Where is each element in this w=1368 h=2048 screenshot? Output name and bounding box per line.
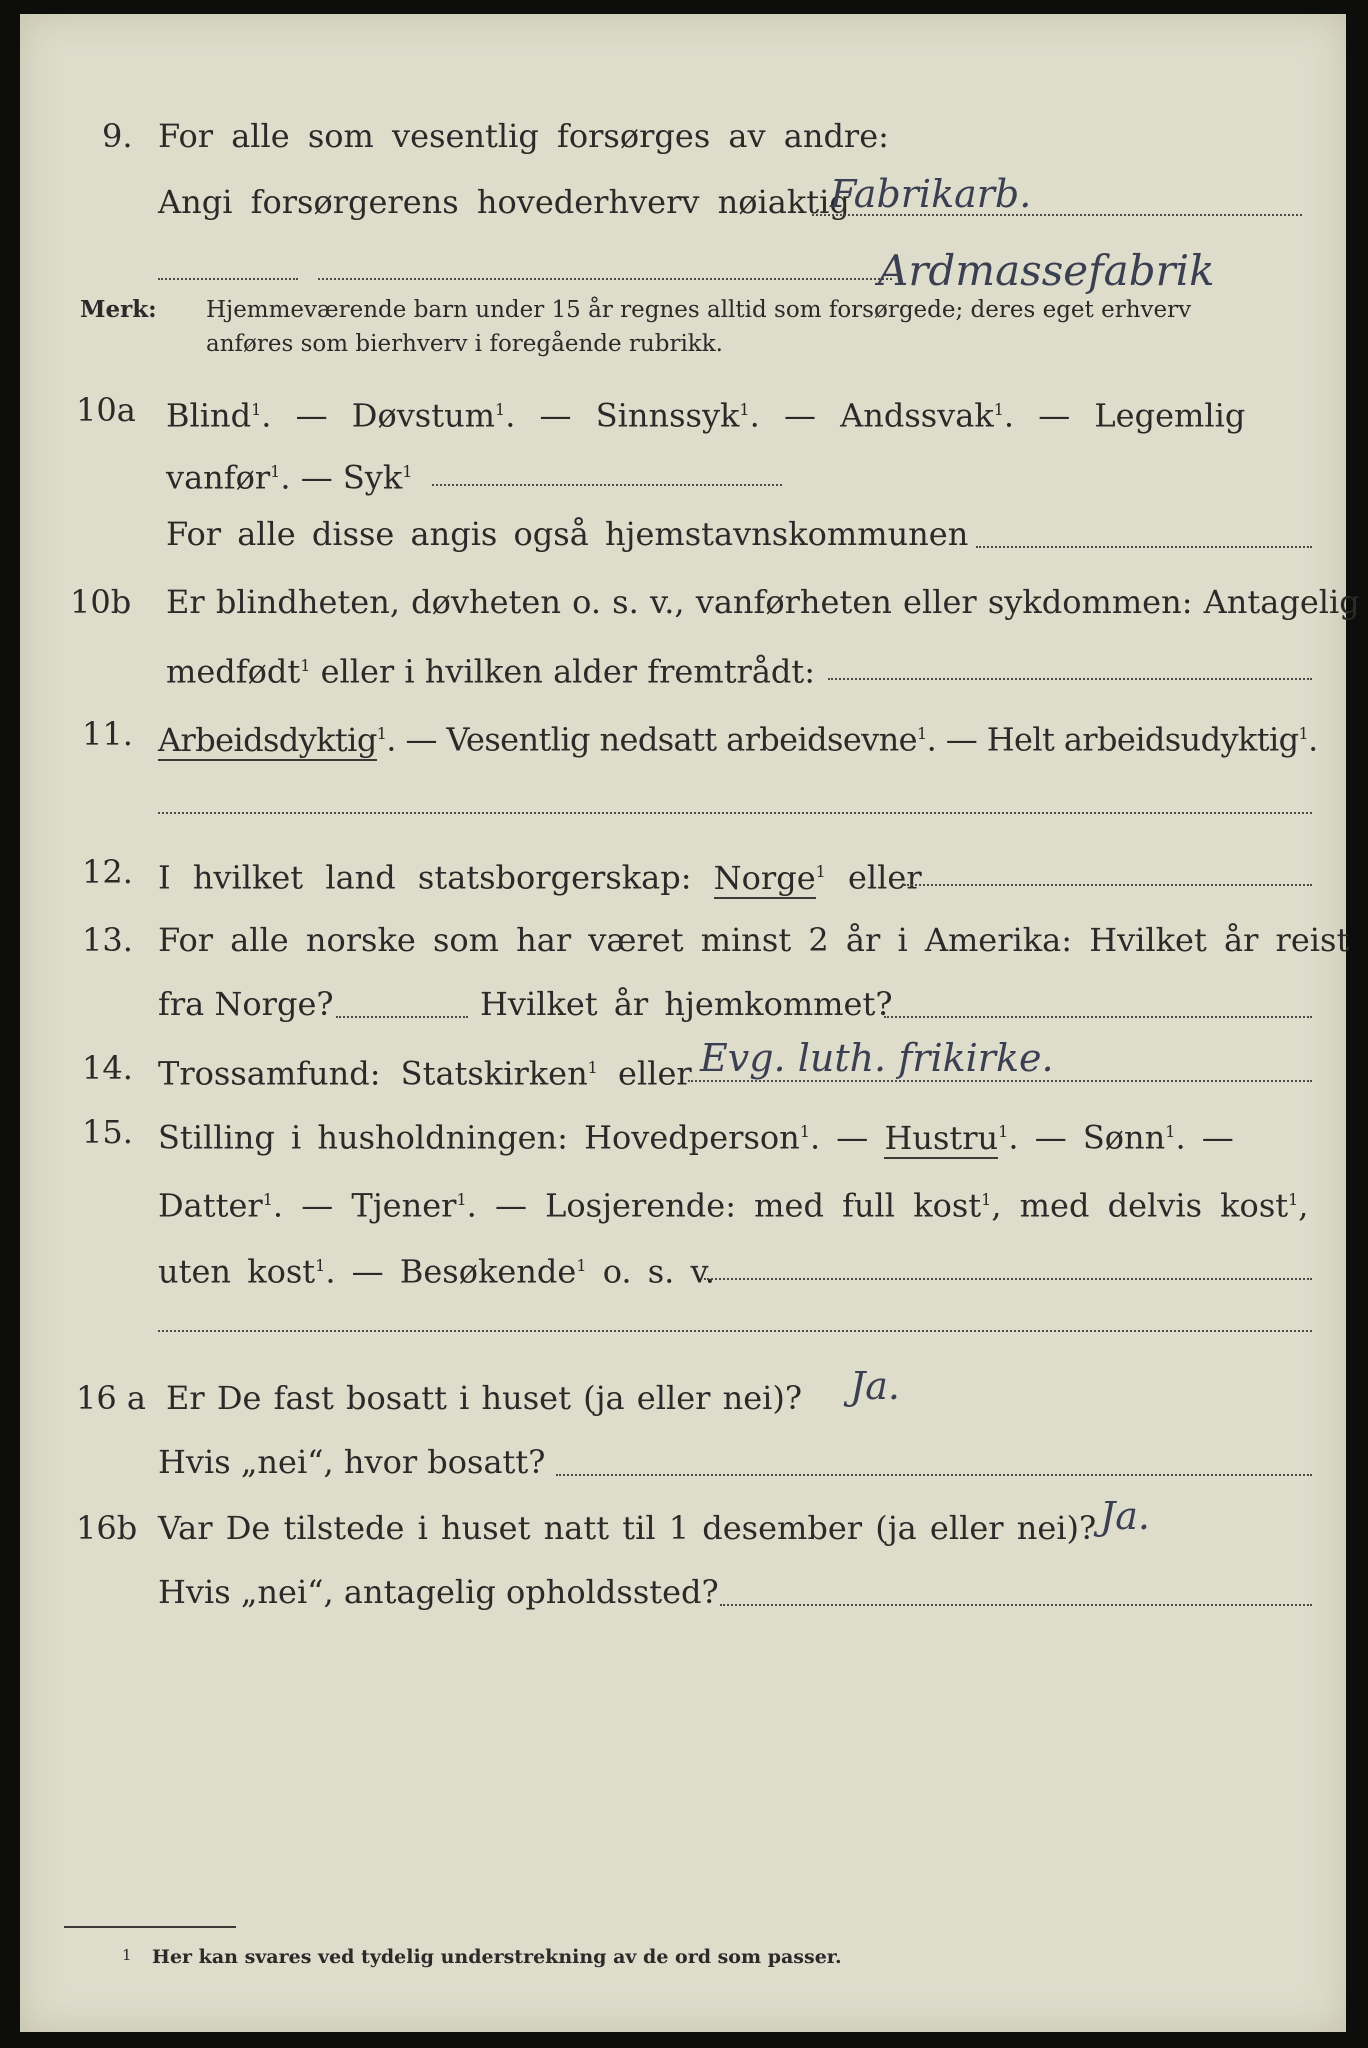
q11-end: . bbox=[1308, 720, 1318, 759]
q15-delvis-kost: , med delvis kost bbox=[991, 1186, 1289, 1225]
footnote-ref: 1 bbox=[495, 400, 506, 419]
q13-hjemkommet-dots bbox=[884, 1016, 1312, 1018]
footnote-ref: 1 bbox=[376, 724, 387, 743]
footnote-rule bbox=[64, 1926, 236, 1928]
q15-uten-kost: uten kost bbox=[158, 1252, 316, 1291]
footnote-ref: 1 bbox=[587, 1058, 598, 1077]
q10b-line1: Er blindheten, døvheten o. s. v., vanførheten eller sykdommen: Antagelig bbox=[166, 583, 1360, 621]
q16a-dots bbox=[556, 1474, 1312, 1476]
q15-full-kost: . — Losjerende: med full kost bbox=[466, 1186, 982, 1225]
q15-line2 bbox=[158, 1180, 1308, 1226]
q13-line1: For alle norske som har været minst 2 år i Amerika: Hvilket år reist bbox=[158, 921, 1350, 959]
q14-dots bbox=[688, 1080, 1312, 1082]
q15-line3 bbox=[158, 1246, 715, 1292]
q14-line bbox=[158, 1048, 692, 1094]
q10a-syk: . — Syk bbox=[280, 458, 403, 497]
q12-line bbox=[158, 852, 922, 898]
q9-line2: Angi forsørgerens hovederhverv nøiaktig bbox=[158, 183, 850, 221]
footnote-ref: 1 bbox=[1288, 1190, 1299, 1209]
q16b-line2: Hvis „nei“, antagelig opholdssted? bbox=[158, 1573, 719, 1611]
q12-eller: eller bbox=[825, 858, 922, 897]
q10a-dovstum: . — Døvstum bbox=[261, 396, 496, 435]
q16a-number: 16 a bbox=[76, 1379, 146, 1417]
q9-blank-dots-b bbox=[318, 278, 892, 280]
q10a-line2 bbox=[166, 452, 412, 498]
q16b-line1: Var De tilstede i huset natt til 1 desember (ja eller nei)? bbox=[158, 1509, 1097, 1547]
q16b-dots bbox=[720, 1604, 1312, 1606]
merk-line1: Hjemmeværende barn under 15 år regnes alltid som forsørgede; deres eget erhverv bbox=[206, 297, 1192, 323]
q15-osv: o. s. v. bbox=[586, 1252, 715, 1291]
footnote-ref: 1 bbox=[799, 1122, 810, 1141]
footnote-ref: 1 bbox=[1298, 724, 1309, 743]
q16b-answer-handwritten: Ja. bbox=[1100, 1494, 1150, 1538]
q16a-line1: Er De fast bosatt i huset (ja eller nei)? bbox=[166, 1379, 803, 1417]
q15-besokende: . — Besøkende bbox=[325, 1252, 577, 1291]
q11-udyktig: . — Helt arbeidsudyktig bbox=[926, 720, 1299, 759]
q9-number: 9. bbox=[102, 117, 133, 155]
q10a-vanfor: vanfør bbox=[166, 458, 271, 497]
census-form-page bbox=[20, 14, 1360, 2032]
q10a-blind: Blind bbox=[166, 396, 252, 435]
q14-eller: eller bbox=[597, 1054, 692, 1093]
q14-number: 14. bbox=[82, 1049, 133, 1087]
q9-answer2-handwritten: Ardmassefabrik bbox=[878, 246, 1215, 295]
footnote-ref: 1 bbox=[270, 462, 281, 481]
footnote-ref: 1 bbox=[1165, 1122, 1176, 1141]
q11-line bbox=[158, 714, 1318, 760]
footnote-ref: 1 bbox=[300, 656, 311, 675]
q15-hovedperson: Stilling i husholdningen: Hovedperson bbox=[158, 1118, 800, 1157]
merk-line2: anføres som bierhverv i foregående rubrikk. bbox=[206, 331, 723, 357]
q16a-answer-handwritten: Ja. bbox=[850, 1364, 900, 1408]
q15-dash: . — bbox=[1175, 1118, 1234, 1157]
q12-number: 12. bbox=[82, 853, 133, 891]
footnote-ref: 1 bbox=[815, 862, 826, 881]
footnote-ref: 1 bbox=[402, 462, 413, 481]
q13-line2b: Hvilket år hjemkommet? bbox=[480, 985, 893, 1023]
q9-line1: For alle som vesentlig forsørges av andre: bbox=[158, 117, 889, 155]
q12-dots bbox=[904, 884, 1312, 886]
footnote-ref: 1 bbox=[315, 1256, 326, 1275]
q15-line1 bbox=[158, 1112, 1234, 1158]
footnote-ref: 1 bbox=[739, 400, 750, 419]
q9-answer1-handwritten: Fabrikarb. bbox=[830, 172, 1032, 216]
q10a-number: 10a bbox=[76, 391, 136, 429]
footnote-ref: 1 bbox=[251, 400, 262, 419]
q13-reist-dots bbox=[336, 1016, 468, 1018]
q10b-line2 bbox=[166, 646, 815, 692]
q15-hustru-underlined: Hustru bbox=[884, 1118, 999, 1157]
q16a-line2: Hvis „nei“, hvor bosatt? bbox=[158, 1443, 546, 1481]
q10a-andssvak: . — Andssvak bbox=[749, 396, 994, 435]
q10b-dots bbox=[828, 678, 1312, 680]
q15-datter: Datter bbox=[158, 1186, 263, 1225]
footnote-ref: 1 bbox=[456, 1190, 467, 1209]
q11-dots bbox=[158, 812, 1312, 814]
footnote-mark: 1 bbox=[122, 1946, 132, 1964]
q15-number: 15. bbox=[82, 1113, 133, 1151]
footnote-ref: 1 bbox=[576, 1256, 587, 1275]
q11-nedsatt: . — Vesentlig nedsatt arbeidsevne bbox=[386, 720, 917, 759]
q14-text: Trossamfund: Statskirken bbox=[158, 1054, 588, 1093]
footnote-ref: 1 bbox=[917, 724, 927, 743]
footnote-ref: 1 bbox=[998, 1122, 1009, 1141]
q11-number: 11. bbox=[82, 715, 133, 753]
q10a-hjemstavn-dots bbox=[976, 546, 1312, 548]
q10a-line3: For alle disse angis også hjemstavnskommunen bbox=[166, 515, 969, 553]
q10b-medfodt: medfødt bbox=[166, 652, 301, 691]
q10a-legemlig: . — Legemlig bbox=[1003, 396, 1246, 435]
q12-text: I hvilket land statsborgerskap: bbox=[158, 858, 692, 897]
q15-comma: , bbox=[1298, 1186, 1309, 1225]
q16b-number: 16b bbox=[76, 1509, 138, 1547]
q15-extra-dots bbox=[158, 1330, 1312, 1332]
q10b-alder: eller i hvilken alder fremtrådt: bbox=[310, 652, 816, 691]
footnote-text: Her kan svares ved tydelig understrekning av de ord som passer. bbox=[152, 1946, 842, 1968]
q15-dots bbox=[704, 1278, 1312, 1280]
q15-sep: . — bbox=[809, 1118, 885, 1157]
footnote-ref: 1 bbox=[981, 1190, 992, 1209]
q15-tjener: . — Tjener bbox=[272, 1186, 457, 1225]
q11-arbeidsdyktig-underlined: Arbeidsdyktig bbox=[158, 720, 377, 759]
q10a-line1 bbox=[166, 390, 1245, 436]
q10a-sinnssyk: . — Sinnssyk bbox=[505, 396, 740, 435]
footnote-ref: 1 bbox=[262, 1190, 273, 1209]
q12-norge-underlined: Norge bbox=[713, 858, 816, 897]
q9-blank-dots-a bbox=[158, 278, 298, 280]
q14-answer-handwritten: Evg. luth. frikirke. bbox=[700, 1036, 1054, 1080]
q10b-number: 10b bbox=[70, 583, 132, 621]
q15-sonn: . — Sønn bbox=[1008, 1118, 1166, 1157]
q13-line2a: fra Norge? bbox=[158, 985, 334, 1023]
footnote-ref: 1 bbox=[993, 400, 1004, 419]
q13-number: 13. bbox=[82, 921, 133, 959]
merk-label: Merk: bbox=[80, 296, 157, 323]
q10a-syk-dots bbox=[432, 484, 782, 486]
